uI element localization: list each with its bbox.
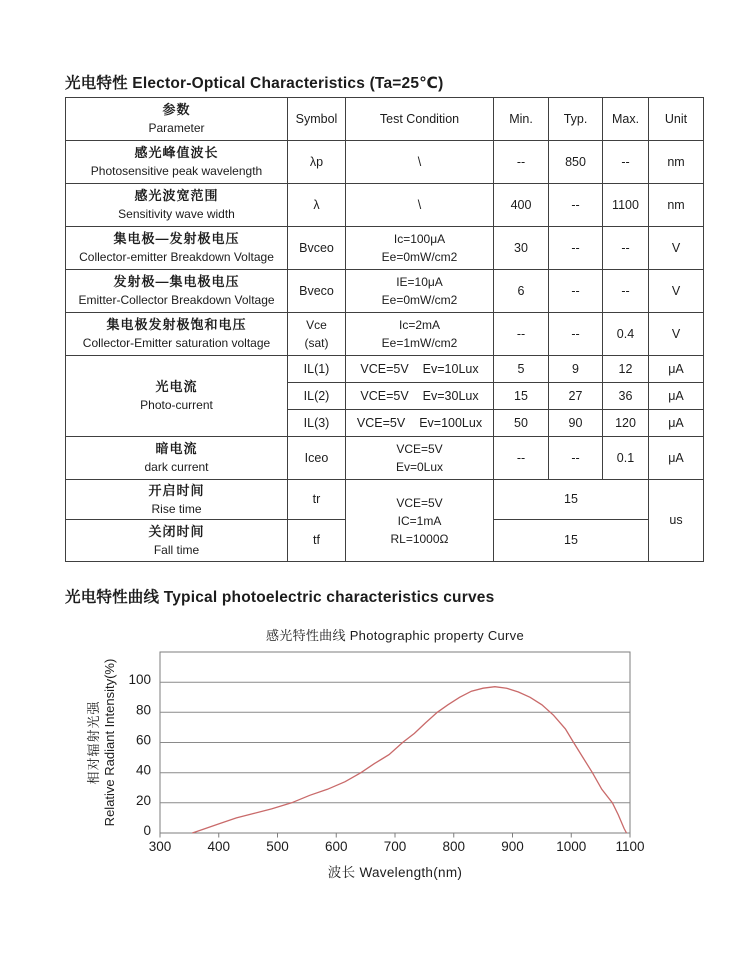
cell-max: 120 xyxy=(603,410,649,437)
cell-max: 0.1 xyxy=(603,437,649,480)
x-tick-label: 800 xyxy=(442,839,466,854)
cell-max: 12 xyxy=(603,356,649,383)
x-tick-labels xyxy=(149,839,645,854)
table-row xyxy=(66,313,704,356)
cell-unit: nm xyxy=(649,184,704,227)
table-row xyxy=(66,480,704,520)
x-tick-label: 1000 xyxy=(556,839,587,854)
cell-max: 0.4 xyxy=(603,313,649,356)
cell-max: -- xyxy=(603,270,649,313)
y-tick-label: 80 xyxy=(135,702,151,718)
cell-max: -- xyxy=(603,227,649,270)
header-unit: Unit xyxy=(649,98,704,141)
cell-value-merged: 15 xyxy=(494,520,649,562)
cell-min: 6 xyxy=(494,270,549,313)
cell-unit-shared: us xyxy=(649,480,704,562)
cell-cond: VCE=5V Ev=100Lux xyxy=(346,410,494,437)
y-tick-label: 20 xyxy=(135,792,151,808)
cell-unit: V xyxy=(649,270,704,313)
x-tick-label: 700 xyxy=(383,839,407,854)
x-tick-label: 1100 xyxy=(615,839,645,854)
chart-title: 感光特性曲线 Photographic property Curve xyxy=(265,628,524,643)
cell-typ: -- xyxy=(549,184,603,227)
cell-max: -- xyxy=(603,141,649,184)
y-tick-labels xyxy=(128,672,151,838)
cell-symbol: tf xyxy=(288,520,346,562)
y-axis-label-cn: 相对辐射光强 xyxy=(86,700,101,785)
cell-min: 400 xyxy=(494,184,549,227)
cell-cond: \ xyxy=(346,141,494,184)
table-row xyxy=(66,437,704,480)
cell-typ: -- xyxy=(549,227,603,270)
header-parameter xyxy=(66,98,288,141)
cell-cond: \ xyxy=(346,184,494,227)
cell-min: 5 xyxy=(494,356,549,383)
cell-typ: 850 xyxy=(549,141,603,184)
table-row xyxy=(66,141,704,184)
cell-param: 关闭时间 Fall time xyxy=(66,520,288,562)
cell-typ: -- xyxy=(549,313,603,356)
x-axis-label: 波长 Wavelength(nm) xyxy=(327,865,463,880)
cell-param: 暗电流 dark current xyxy=(66,437,288,480)
cell-unit: μA xyxy=(649,383,704,410)
curves-section-title: 光电特性曲线 Typical photoelectric characteristics curves xyxy=(65,589,495,606)
cell-min: 15 xyxy=(494,383,549,410)
cell-param: 开启时间 Rise time xyxy=(66,480,288,520)
cell-param-photo-current: 光电流 Photo-current xyxy=(66,356,288,437)
cell-cond: VCE=5V Ev=10Lux xyxy=(346,356,494,383)
cell-param: 集电极—发射极电压 Collector-emitter Breakdown Voltage xyxy=(66,227,288,270)
y-tick-label: 100 xyxy=(128,672,151,688)
cell-typ: 27 xyxy=(549,383,603,410)
cell-param: 感光波宽范围 Sensitivity wave width xyxy=(66,184,288,227)
cell-symbol: IL(1) xyxy=(288,356,346,383)
cell-unit: μA xyxy=(649,356,704,383)
cell-unit: μA xyxy=(649,410,704,437)
cell-symbol: λp xyxy=(288,141,346,184)
cell-min: 30 xyxy=(494,227,549,270)
x-tick-label: 500 xyxy=(266,839,289,854)
table-row xyxy=(66,184,704,227)
cell-cond: IE=10μA Ee=0mW/cm2 xyxy=(346,270,494,313)
cell-max: 36 xyxy=(603,383,649,410)
header-symbol: Symbol xyxy=(288,98,346,141)
header-test-condition: Test Condition xyxy=(346,98,494,141)
x-tick-label: 400 xyxy=(207,839,231,854)
cell-typ: 9 xyxy=(549,356,603,383)
cell-symbol: Bveco xyxy=(288,270,346,313)
table-header-row xyxy=(66,98,704,141)
cell-symbol: IL(2) xyxy=(288,383,346,410)
cell-min: -- xyxy=(494,313,549,356)
y-tick-label: 60 xyxy=(135,732,151,748)
x-tick-label: 300 xyxy=(148,839,172,854)
cell-param: 发射极—集电极电压 Emitter-Collector Breakdown Voltage xyxy=(66,270,288,313)
cell-cond: Ic=2mA Ee=1mW/cm2 xyxy=(346,313,494,356)
cell-value-merged: 15 xyxy=(494,480,649,520)
table-row xyxy=(66,227,704,270)
header-parameter-cn: 参数 xyxy=(162,102,191,118)
cell-param: 感光峰值波长 Photosensitive peak wavelength xyxy=(66,141,288,184)
characteristics-table xyxy=(65,97,704,562)
table-row xyxy=(66,270,704,313)
spectral-response-chart xyxy=(85,645,645,855)
table-row xyxy=(66,356,704,383)
cell-cond: VCE=5V Ev=0Lux xyxy=(346,437,494,480)
cell-symbol: λ xyxy=(288,184,346,227)
cell-cond: Ic=100μA Ee=0mW/cm2 xyxy=(346,227,494,270)
electro-optical-section-title: 光电特性 Elector-Optical Characteristics (Ta=25℃) xyxy=(65,75,444,92)
y-axis-label-en: Relative Radiant Intensity(%) xyxy=(102,658,117,827)
header-parameter-en: Parameter xyxy=(148,121,205,136)
header-min: Min. xyxy=(494,98,549,141)
cell-unit: nm xyxy=(649,141,704,184)
header-typ: Typ. xyxy=(549,98,603,141)
cell-min: 50 xyxy=(494,410,549,437)
gridlines xyxy=(160,682,630,803)
cell-typ: 90 xyxy=(549,410,603,437)
cell-max: 1100 xyxy=(603,184,649,227)
y-tick-label: 40 xyxy=(135,762,151,778)
cell-typ: -- xyxy=(549,270,603,313)
x-tick-label: 900 xyxy=(501,839,524,854)
cell-min: -- xyxy=(494,437,549,480)
cell-cond: VCE=5V Ev=30Lux xyxy=(346,383,494,410)
cell-symbol: tr xyxy=(288,480,346,520)
cell-typ: -- xyxy=(549,437,603,480)
x-tick-marks xyxy=(160,833,630,838)
cell-cond-shared: VCE=5V IC=1mA RL=1000Ω xyxy=(346,480,494,562)
y-tick-label: 0 xyxy=(143,823,151,838)
cell-unit: μA xyxy=(649,437,704,480)
spectral-response-curve xyxy=(192,687,626,833)
cell-symbol: IL(3) xyxy=(288,410,346,437)
cell-unit: V xyxy=(649,313,704,356)
cell-symbol: Vce (sat) xyxy=(288,313,346,356)
header-max: Max. xyxy=(603,98,649,141)
x-tick-label: 600 xyxy=(324,839,348,854)
cell-unit: V xyxy=(649,227,704,270)
cell-min: -- xyxy=(494,141,549,184)
cell-symbol: Iceo xyxy=(288,437,346,480)
cell-param: 集电极发射极饱和电压 Collector-Emitter saturation voltage xyxy=(66,313,288,356)
cell-symbol: Bvceo xyxy=(288,227,346,270)
